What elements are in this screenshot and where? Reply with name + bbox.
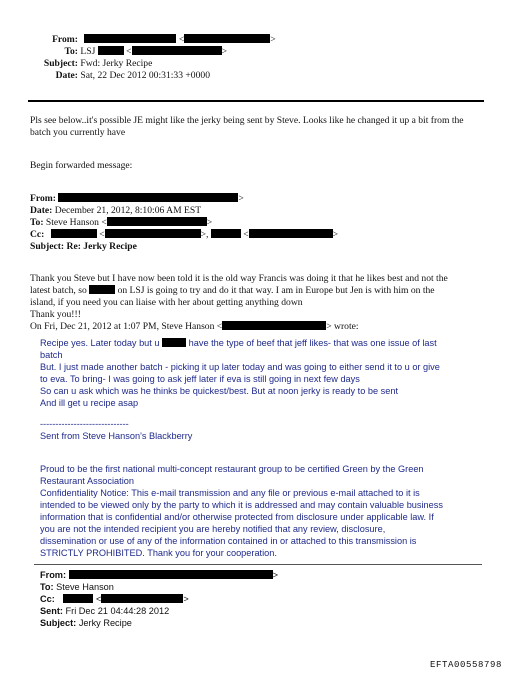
signature-dashes: ----------------------------- (40, 419, 129, 429)
redaction (162, 338, 186, 347)
header-date-row (40, 70, 210, 82)
redaction (132, 46, 222, 55)
redaction (84, 34, 176, 43)
fwd-from-row: From: > (30, 193, 244, 204)
reply-line: latest batch, so on LSJ is going to try and do it that way. I am in Europe but Jen is with him on the (30, 285, 435, 296)
orig-to-row (40, 582, 114, 594)
fwd-cc-row: Cc: < >, < > (30, 229, 339, 240)
orig-from-row: From: > (40, 570, 278, 580)
date-label: Date: (55, 70, 78, 81)
subject-label: Subject: (30, 241, 65, 252)
to-label: To: (64, 46, 78, 57)
intro-line: Pls see below..it's possible JE might like the jerky being sent by Steve. Looks like he changed it up a bit from the (30, 115, 464, 126)
orig-sent-row (40, 606, 169, 618)
notice-line: intended to be viewed only by the party to which it is addressed and may contain valuable business (40, 500, 443, 510)
redaction (101, 594, 183, 603)
cc-label: Cc: (40, 594, 55, 604)
to-label: To: (30, 217, 44, 228)
notice-line: Restaurant Association (40, 476, 134, 486)
from-label: From: (30, 193, 56, 204)
notice-line: dissemination or use of any of the information contained in or attached to this transmission is (40, 536, 417, 546)
from-label: From: (40, 570, 67, 580)
header-from-row: From: < > (40, 34, 276, 46)
intro-line: batch you currently have (30, 127, 126, 138)
to-value: Steve Hanson < (45, 217, 107, 228)
subject-value: Jerky Recipe (78, 618, 132, 628)
redaction (69, 570, 273, 579)
fwd-subject-row (30, 241, 137, 253)
sent-value: Fri Dec 21 04:44:28 2012 (65, 606, 170, 616)
quoted-line: to eva. To bring- I was going to ask jeff later if eva is still going in next few days (40, 374, 360, 384)
redaction (98, 46, 124, 55)
orig-subject-row (40, 618, 132, 630)
orig-cc-row: Cc: < > (40, 594, 189, 604)
notice-line: STRICTLY PROHIBITED. Thank you for your cooperation. (40, 548, 277, 558)
subject-label: Subject: (43, 58, 78, 69)
redaction (63, 594, 93, 603)
date-label: Date: (30, 205, 53, 216)
redaction (222, 321, 326, 330)
sent-label: Sent: (40, 606, 63, 616)
to-value: LSJ (80, 46, 96, 57)
to-value: Steve Hanson (56, 582, 114, 592)
subject-value: Re: Jerky Recipe (66, 241, 137, 252)
reply-line: Thank you!!! (30, 309, 81, 320)
notice-line: you are not the intended recipient you are hereby notified that any review, disclosure, (40, 524, 386, 534)
quoted-line: Recipe yes. Later today but u have the type of beef that jeff likes- that was one issue of last (40, 338, 437, 348)
redaction (89, 285, 115, 294)
notice-line: Confidentiality Notice: This e-mail transmission and any file or previous e-mail attached to it is (40, 488, 420, 498)
fwd-to-row: To: Steve Hanson < > (30, 217, 213, 228)
divider (34, 564, 482, 565)
date-value: December 21, 2012, 8:10:06 AM EST (54, 205, 202, 216)
quoted-line: And ill get u recipe asap (40, 398, 139, 408)
redaction (51, 229, 97, 238)
quoted-line: batch (40, 350, 63, 360)
reply-line: island, if you need you can liaise with her about getting anything down (30, 297, 303, 308)
document-id: EFTA00558798 (429, 660, 502, 670)
fwd-date-row (30, 205, 201, 217)
quoted-line: But. I just made another batch - picking it up later today and was going to either send it to u or give (40, 362, 440, 372)
cc-label: Cc: (30, 229, 45, 240)
date-value: Sat, 22 Dec 2012 00:31:33 +0000 (80, 70, 210, 81)
reply-line: Thank you Steve but I have now been told it is the old way Francis was doing it that he likes best and not the (30, 273, 448, 284)
redaction (249, 229, 333, 238)
quote-attribution: On Fri, Dec 21, 2012 at 1:07 PM, Steve Hanson < > wrote: (30, 321, 359, 332)
from-label: From: (52, 34, 78, 45)
quoted-line: So can u ask which was he thinks be quickest/best. But at noon jerky is ready to be sent (40, 386, 398, 396)
forwarded-label: Begin forwarded message: (30, 160, 133, 171)
signature-sent-from: Sent from Steve Hanson's Blackberry (40, 431, 193, 441)
header-to-row: To: LSJ < > (40, 46, 227, 58)
redaction (58, 193, 238, 202)
redaction (105, 229, 201, 238)
header-subject-row (40, 58, 152, 70)
redaction (107, 217, 207, 226)
subject-label: Subject: (40, 618, 77, 628)
to-label: To: (40, 582, 54, 592)
redaction (211, 229, 241, 238)
divider (28, 100, 484, 102)
notice-line: Proud to be the first national multi-concept restaurant group to be certified Green by the Green (40, 464, 424, 474)
notice-line: information that is confidential and/or otherwise protected from disclosure under applicable law. If (40, 512, 434, 522)
subject-value: Fwd: Jerky Recipe (80, 58, 153, 69)
redaction (184, 34, 270, 43)
